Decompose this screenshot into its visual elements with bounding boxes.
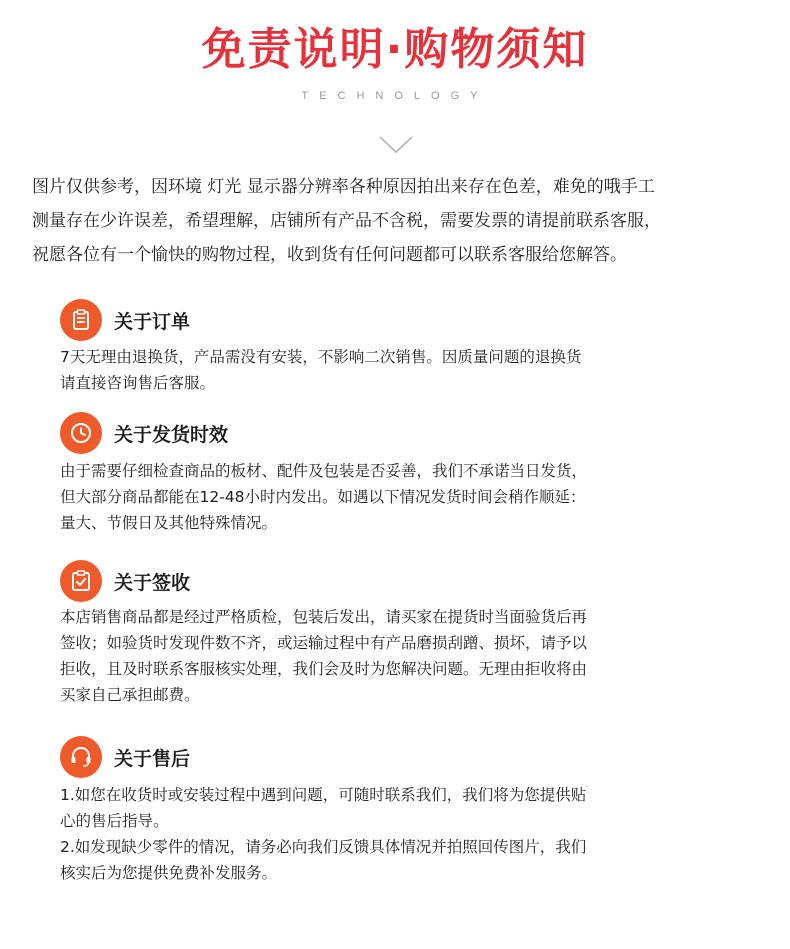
section-line: 买家自己承担邮费。 [60,686,200,704]
intro-paragraph [32,170,772,272]
headset-icon [60,736,102,778]
section-line: 2.如发现缺少零件的情况，请务必向我们反馈具体情况并拍照回传图片，我们 [60,838,587,856]
section-line: 心的售后指导。 [60,812,169,830]
section-line: 7天无理由退换货，产品需没有安装，不影响二次销售。因质量问题的退换货 [60,348,582,366]
page-title: 免责说明·购物须知 [201,24,589,75]
section-line: 请直接咨询售后客服。 [60,374,216,392]
chevron-down-icon [378,134,414,156]
clipboard-icon [60,299,102,341]
intro-line: 图片仅供参考，因环境 灯光 显示器分辨率各种原因拍出来存在色差，难免的哦手工 [32,177,655,197]
checklist-icon [60,560,102,602]
section-body-after-sales [60,782,670,886]
section-line: 核实后为您提供免费补发服务。 [60,864,278,882]
section-line: 1.如您在收货时或安装过程中遇到问题，可随时联系我们，我们将为您提供贴 [60,786,587,804]
section-header-after-sales [60,735,190,779]
intro-line: 测量存在少许误差，希望理解，店铺所有产品不含税，需要发票的请提前联系客服， [32,211,661,231]
section-body-signing [60,604,670,708]
clock-icon [60,412,102,454]
intro-line: 祝愿各位有一个愉快的购物过程，收到货有任何问题都可以联系客服给您解答。 [32,245,627,265]
section-title: 关于售后 [114,747,191,770]
section-header-signing [60,559,190,603]
section-line: 由于需要仔细检查商品的板材、配件及包装是否妥善，我们不承诺当日发货， [60,462,588,480]
section-header-order [60,298,190,342]
section-line: 但大部分商品都能在12-48小时内发出。如遇以下情况发货时间会稍作顺延： [60,488,586,506]
page-subtitle: TECHNOLOGY [301,90,489,102]
section-line: 本店销售商品都是经过严格质检，包装后发出，请买家在提货时当面验货后再 [60,608,588,626]
section-title: 关于发货时效 [114,423,229,446]
section-body-shipping [60,458,670,536]
section-line: 签收；如验货时发现件数不齐，或运输过程中有产品磨损刮蹭、损坏，请予以 [60,634,588,652]
section-title: 关于订单 [114,310,191,333]
section-body-order [60,344,670,396]
section-header-shipping [60,411,228,455]
section-line: 量大、节假日及其他特殊情况。 [60,514,278,532]
section-line: 拒收，且及时联系客服核实处理，我们会及时为您解决问题。无理由拒收将由 [60,660,588,678]
section-title: 关于签收 [114,571,191,594]
